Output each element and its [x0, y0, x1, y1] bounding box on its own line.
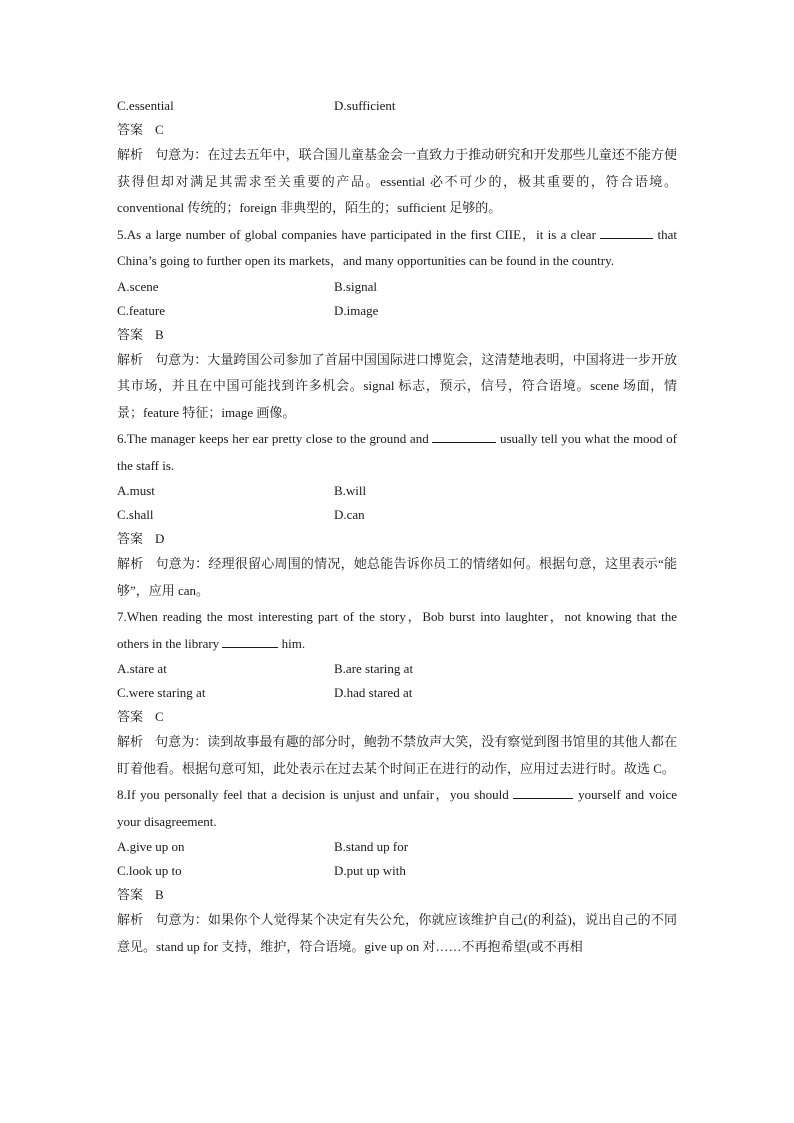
analysis-text: 句意为：经理很留心周围的情况，她总能告诉你员工的情绪如何。根据句意，这里表示“能够”，应用 can。 [117, 556, 677, 598]
q4-option-c: C.essential [117, 98, 174, 113]
stem-text: yourself and voice your disagreement. [117, 787, 678, 829]
q5-answer [117, 323, 677, 347]
analysis-label: 解析 [117, 556, 144, 571]
q5-stem [117, 222, 677, 275]
stem-text: 8.If you personally feel that a decision is unjust and unfair，you should [117, 787, 509, 802]
q7-option-b: B.are staring at [334, 661, 414, 676]
q6-options-ab [117, 479, 677, 503]
q4-analysis [117, 142, 677, 222]
stem-text: usually tell you what the mood of the staff is. [117, 431, 678, 473]
answer-value: B [155, 326, 164, 342]
q7-options-cd [117, 681, 677, 705]
q7-option-d: D.had stared at [334, 685, 413, 700]
q5-option-a: A.scene [117, 278, 159, 294]
answer-blank [513, 784, 573, 799]
q7-option-a: A.stare at [117, 661, 167, 676]
q8-option-b: B.stand up for [334, 839, 409, 854]
q8-option-d: D.put up with [334, 863, 406, 878]
q6-option-a: A.must [117, 483, 155, 498]
stem-text: 6.The manager keeps her ear pretty close to the ground and [117, 431, 429, 446]
answer-value: B [155, 887, 164, 902]
analysis-label: 解析 [117, 351, 144, 367]
analysis-text: 句意为：如果你个人觉得某个决定有失公允，你就应该维护自己(的利益)，说出自己的不同意见。stand up for 支持，维护，符合语境。give up on 对……不再抱希望(或不再相 [117, 912, 677, 954]
analysis-text: 句意为：读到故事最有趣的部分时，鲍勃不禁放声大笑，没有察觉到图书馆里的其他人都在盯着他看。根据句意可知，此处表示在过去某个时间正在进行的动作，应用过去进行时。故选 C。 [117, 734, 677, 776]
q8-option-c: C.look up to [117, 863, 182, 878]
answer-label: 答案 [117, 887, 144, 902]
q6-option-c: C.shall [117, 507, 154, 522]
q5-options-ab [117, 275, 677, 299]
q5-options-cd [117, 299, 677, 323]
analysis-text: 句意为：在过去五年中，联合国儿童基金会一直致力于推动研究和开发那些儿童还不能方便获得但却对满足其需求至关重要的产品。essential 必不可少的，极其重要的，符合语境。conventional 传统的；foreign 非典型的，陌生的；sufficient 足够的。 [117, 147, 677, 215]
document-page [117, 94, 677, 960]
q6-answer [117, 527, 677, 551]
answer-blank [222, 633, 278, 648]
q4-option-d: D.sufficient [334, 98, 396, 113]
q6-option-d: D.can [334, 507, 365, 522]
answer-label: 答案 [117, 122, 144, 137]
answer-label: 答案 [117, 326, 144, 342]
stem-text: that China’s going to further open its markets，and many opportunities can be found in the country. [117, 226, 677, 268]
analysis-text: 句意为：大量跨国公司参加了首届中国国际进口博览会，这清楚地表明，中国将进一步开放其市场，并且在中国可能找到许多机会。signal 标志，预示，信号，符合语境。scene 场面，情景；feature 特征；image 画像。 [117, 351, 677, 420]
q8-options-ab [117, 835, 677, 859]
answer-value: D [155, 531, 165, 546]
q5-option-d: D.image [334, 302, 379, 318]
answer-value: C [155, 709, 164, 724]
analysis-label: 解析 [117, 912, 144, 927]
q6-option-b: B.will [334, 483, 367, 498]
answer-value: C [155, 122, 164, 137]
q7-stem [117, 604, 677, 657]
q4-answer [117, 118, 677, 142]
q6-stem [117, 426, 677, 479]
q5-analysis [117, 347, 677, 427]
answer-label: 答案 [117, 531, 144, 546]
q6-options-cd [117, 503, 677, 527]
q5-option-b: B.signal [334, 278, 377, 294]
q5-option-c: C.feature [117, 302, 166, 318]
q7-answer [117, 705, 677, 729]
q8-options-cd [117, 859, 677, 883]
q8-stem [117, 782, 677, 835]
q8-option-a: A.give up on [117, 839, 185, 854]
q7-option-c: C.were staring at [117, 685, 206, 700]
answer-blank [600, 224, 653, 239]
analysis-label: 解析 [117, 147, 144, 162]
q7-analysis [117, 729, 677, 782]
stem-text: 7.When reading the most interesting part of the story，Bob burst into laughter，not knowing that the others in the library [117, 609, 677, 651]
q4-options-cd [117, 94, 677, 118]
answer-blank [432, 428, 496, 443]
analysis-label: 解析 [117, 734, 144, 749]
stem-text: him. [281, 635, 306, 651]
stem-text: 5.As a large number of global companies have participated in the first CIIE，it is a clear [117, 226, 596, 242]
q8-analysis [117, 907, 677, 960]
q8-answer [117, 883, 677, 907]
q6-analysis [117, 551, 677, 604]
q7-options-ab [117, 657, 677, 681]
answer-label: 答案 [117, 709, 144, 724]
